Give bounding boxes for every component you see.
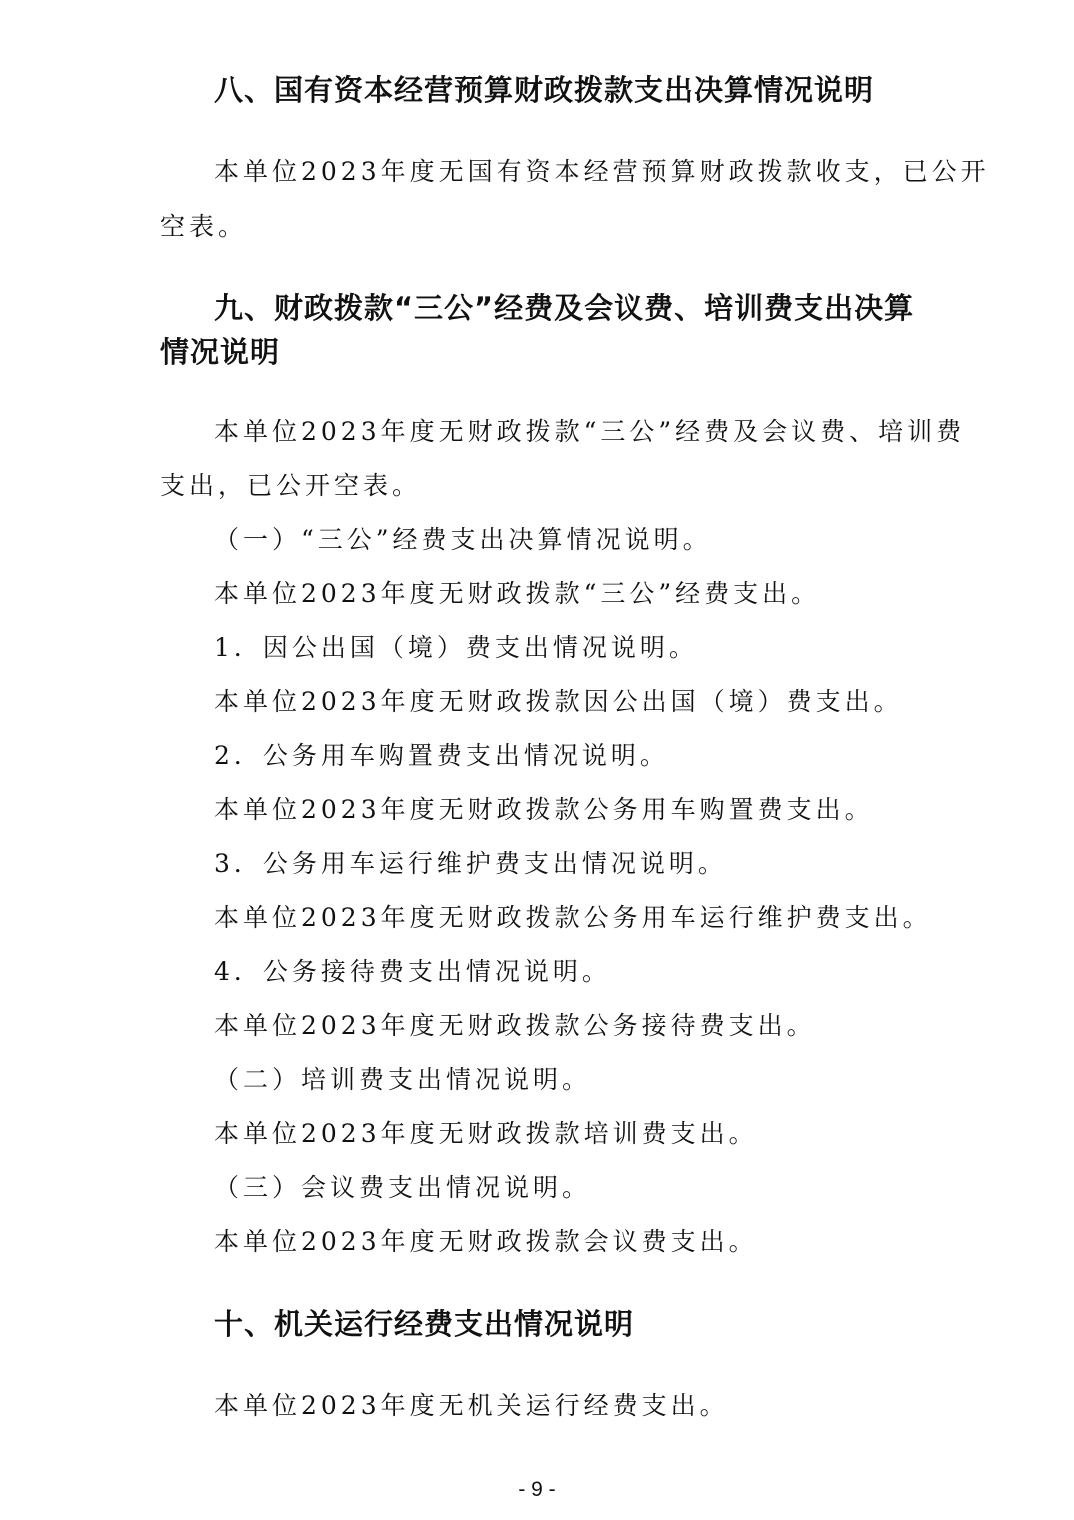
section-9-body-line-1: 本单位2023年度无财政拨款“三公”经费及会议费、培训费 [214,417,966,446]
subsection-3-title: （三）会议费支出情况说明。 [214,1173,592,1202]
item-3-body: 本单位2023年度无财政拨款公务用车运行维护费支出。 [214,903,932,932]
item-4-title: 4．公务接待费支出情况说明。 [214,957,611,986]
section-9-heading-line-2: 情况说明 [160,335,281,369]
item-3-title: 3．公务用车运行维护费支出情况说明。 [214,849,727,878]
section-8-heading: 八、国有资本经营预算财政拨款支出决算情况说明 [214,73,875,107]
page-number: - 9 - [518,1478,556,1501]
item-2-title: 2．公务用车购置费支出情况说明。 [214,741,669,770]
subsection-2-body: 本单位2023年度无财政拨款培训费支出。 [214,1119,758,1148]
subsection-1-title: （一）“三公”经费支出决算情况说明。 [214,525,712,554]
section-10-heading: 十、机关运行经费支出情况说明 [214,1307,635,1341]
section-9-body-line-2: 支出，已公开空表。 [160,471,422,500]
item-1-body: 本单位2023年度无财政拨款因公出国（境）费支出。 [214,687,903,716]
subsection-3-body: 本单位2023年度无财政拨款会议费支出。 [214,1227,758,1256]
subsection-1-body: 本单位2023年度无财政拨款“三公”经费支出。 [214,579,821,608]
item-4-body: 本单位2023年度无财政拨款公务接待费支出。 [214,1011,816,1040]
section-8-body-line-2: 空表。 [160,212,248,241]
section-9-heading-line-1: 九、财政拨款“三公”经费及会议费、培训费支出决算 [214,291,915,325]
item-1-title: 1．因公出国（境）费支出情况说明。 [214,633,698,662]
subsection-2-title: （二）培训费支出情况说明。 [214,1065,592,1094]
section-8-body-line-1: 本单位2023年度无国有资本经营预算财政拨款收支，已公开 [214,157,990,186]
item-2-body: 本单位2023年度无财政拨款公务用车购置费支出。 [214,795,874,824]
section-10-body: 本单位2023年度无机关运行经费支出。 [214,1391,729,1420]
